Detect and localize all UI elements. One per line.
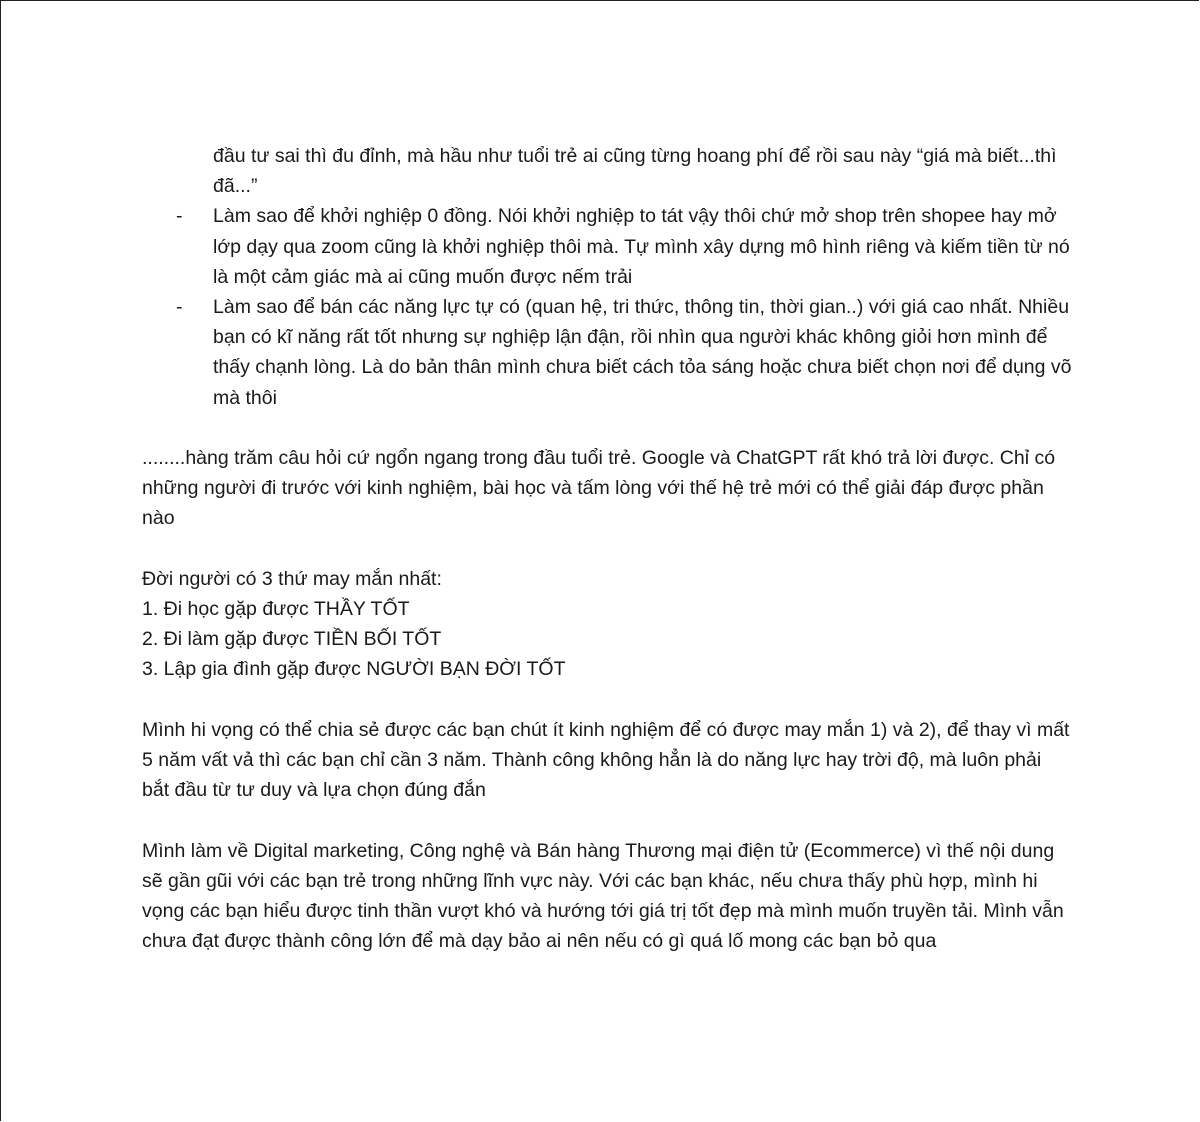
document-body — [142, 141, 1072, 956]
bullet-text: Làm sao để khởi nghiệp 0 đồng. Nói khởi nghiệp to tát vậy thôi chứ mở shop trên shopee hay mở lớp dạy qua zoom cũng là khởi nghiệp thôi mà. Tự mình xây dựng mô hình riêng và kiếm tiền từ nó là một cảm giác mà ai cũng muốn được nếm trải — [213, 205, 1070, 288]
luck-list — [142, 594, 1072, 685]
spacer — [142, 685, 1072, 715]
spacer — [142, 413, 1072, 443]
paragraph-about: Mình làm về Digital marketing, Công nghệ và Bán hàng Thương mại điện tử (Ecommerce) vì thế nội dung sẽ gần gũi với các bạn trẻ trong những lĩnh vực này. Với các bạn khác, nếu chưa thấy phù hợp, mình hi vọng các bạn hiểu được tinh thần vượt khó và hướng tới giá trị tốt đẹp mà mình muốn truyền tải. Mình vẫn chưa đạt được thành công lớn để mà dạy bảo ai nên nếu có gì quá lố mong các bạn bỏ qua — [142, 839, 1064, 953]
spacer — [142, 534, 1072, 564]
continuation-text: đầu tư sai thì đu đỉnh, mà hầu như tuổi trẻ ai cũng từng hoang phí để rồi sau này “giá mà biết...thì đã...” — [213, 145, 1057, 198]
spacer — [142, 805, 1072, 835]
bullet-text: Làm sao để bán các năng lực tự có (quan hệ, tri thức, thông tin, thời gian..) với giá cao nhất. Nhiều bạn có kĩ năng rất tốt nhưng sự nghiệp lận đận, rồi nhìn qua người khác không giỏi hơn mình để thấy chạnh lòng. Là do bản thân mình chưa biết cách tỏa sáng hoặc chưa biết chọn nơi để dụng võ mà thôi — [213, 296, 1072, 409]
paragraph-hope: Mình hi vọng có thể chia sẻ được các bạn chút ít kinh nghiệm để có được may mắn 1) và 2), để thay vì mất 5 năm vất vả thì các bạn chỉ cần 3 năm. Thành công không hẳn là do năng lực hay trời độ, mà luôn phải bắt đầu từ tư duy và lựa chọn đúng đắn — [142, 718, 1070, 802]
list-item: 2. Đi làm gặp được TIỀN BỐI TỐT — [142, 628, 442, 651]
bullet-list — [142, 141, 1072, 413]
bullet-dash: - — [176, 205, 183, 228]
list-item-continuation — [142, 141, 1072, 201]
list-item: 1. Đi học gặp được THẦY TỐT — [142, 598, 410, 621]
list-item: 3. Lập gia đình gặp được NGƯỜI BẠN ĐỜI TỐT — [142, 658, 566, 681]
bullet-dash: - — [176, 296, 183, 319]
list-item — [142, 201, 1072, 292]
luck-heading: Đời người có 3 thứ may mắn nhất: — [142, 567, 442, 590]
paragraph-questions: ........hàng trăm câu hỏi cứ ngổn ngang trong đầu tuổi trẻ. Google và ChatGPT rất khó trả lời được. Chỉ có những người đi trước với kinh nghiệm, bài học và tấm lòng với thế hệ trẻ mới có thể giải đáp được phần nào — [142, 447, 1056, 530]
list-item — [142, 292, 1072, 413]
